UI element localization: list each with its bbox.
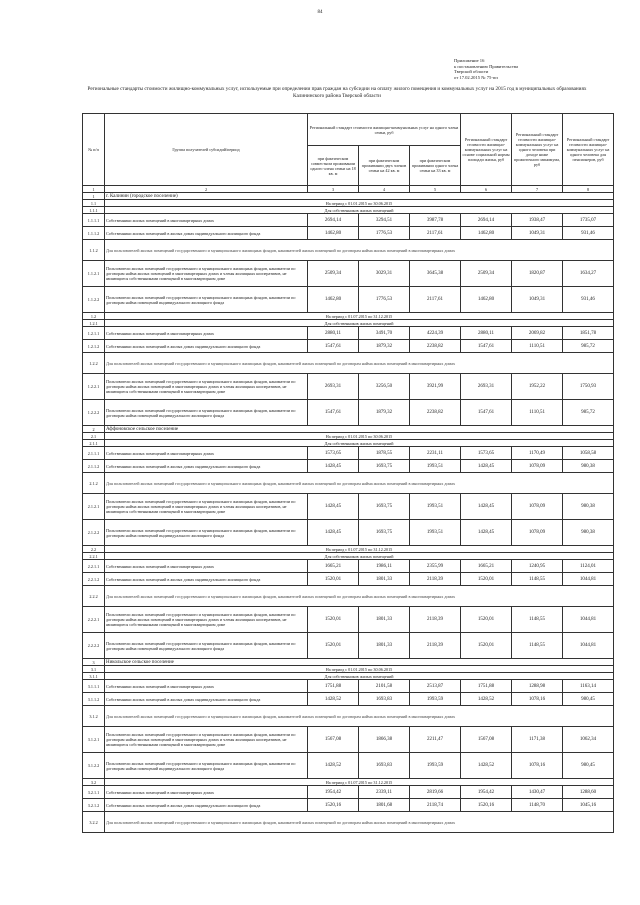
- standard-value: 2880,11: [308, 327, 359, 340]
- standard-value: 1520,16: [308, 799, 359, 812]
- recipient-group: Собственники жилых помещений в многоквартирных домах: [105, 560, 308, 573]
- row-number: 1.2: [83, 313, 105, 320]
- standard-value: 2819,66: [410, 786, 461, 799]
- standard-value: 2694,14: [308, 214, 359, 227]
- table-row: [83, 693, 614, 706]
- table-row: [83, 753, 614, 779]
- recipient-group: Собственники жилых помещений в жилых домах индивидуального жилищного фонда: [105, 693, 308, 706]
- row-number: 2.1.1.2: [83, 460, 105, 473]
- standard-value: 931,46: [563, 227, 614, 240]
- standard-value: 2694,14: [461, 214, 512, 227]
- standard-value: 1938,47: [512, 214, 563, 227]
- standard-value: 1776,53: [359, 227, 410, 240]
- table-period-row: [83, 553, 614, 560]
- header-col6: Региональный стандарт стоимости жилищно-коммунальных услуг на основе социальной нормы площади жилья, руб: [461, 114, 512, 186]
- standard-value: 1058,58: [563, 447, 614, 460]
- page-number: 84: [317, 10, 323, 15]
- table-row: [83, 607, 614, 633]
- standard-value: 3491,70: [359, 327, 410, 340]
- appendix-line: Тверской области: [454, 69, 489, 75]
- standard-value: 2693,31: [308, 374, 359, 400]
- standard-value: 1801,33: [359, 573, 410, 586]
- standard-value: 1171,38: [512, 727, 563, 753]
- group-note: Для пользователей жилых помещений государственного и муниципального жилищных фондов, нанимателей жилых помещений по договорам найма жилых помещений в многоквартирных домах: [105, 706, 614, 727]
- standard-value: 1049,31: [512, 227, 563, 240]
- table-row: [83, 287, 614, 313]
- standard-value: 2880,11: [461, 327, 512, 340]
- row-number: 1.2.1.1: [83, 327, 105, 340]
- standard-value: 1428,52: [308, 753, 359, 779]
- recipient-group: Пользователи жилых помещений государственного и муниципального жилищных фондов, наниматели по договорам найма помещений индивидуального жилищного фонда: [105, 287, 308, 313]
- table-note-row: [83, 706, 614, 727]
- standard-value: 2118,74: [410, 799, 461, 812]
- table-section-row: [83, 193, 614, 200]
- row-number: 3: [83, 659, 105, 666]
- standard-value: 1866,38: [359, 727, 410, 753]
- row-number: 2.2.2.2: [83, 633, 105, 659]
- standard-value: 1462,80: [308, 227, 359, 240]
- table-row: [83, 520, 614, 546]
- standard-value: 1547,61: [308, 340, 359, 353]
- group-note: Для пользователей жилых помещений государственного и муниципального жилищных фондов, нанимателей жилых помещений по договорам найма жилых помещений в многоквартирных домах: [105, 812, 614, 833]
- standard-value: 2118,39: [410, 573, 461, 586]
- standard-value: 1954,42: [308, 786, 359, 799]
- row-number: 2.1.2: [83, 473, 105, 494]
- row-number: 2.2.2.1: [83, 607, 105, 633]
- table-section-row: [83, 659, 614, 666]
- table-row: [83, 680, 614, 693]
- standard-value: 931,46: [563, 287, 614, 313]
- standard-value: 1520,01: [461, 573, 512, 586]
- header-group: Группа получателей субсидий/период: [105, 114, 308, 186]
- standard-value: 1288,60: [563, 786, 614, 799]
- standard-value: 1693,83: [359, 693, 410, 706]
- appendix-line: к постановлению Правительства: [454, 63, 518, 69]
- standard-value: 1520,01: [461, 607, 512, 633]
- standard-value: 1520,01: [308, 633, 359, 659]
- standard-value: 1801,33: [359, 633, 410, 659]
- standard-value: 3029,31: [359, 261, 410, 287]
- row-number: 3.1.1.2: [83, 693, 105, 706]
- table-row: [83, 214, 614, 227]
- table-row: [83, 460, 614, 473]
- row-number: 1.1.2: [83, 240, 105, 261]
- recipient-group: Пользователи жилых помещений государственного и муниципального жилищных фондов, наниматели по договорам найма помещений индивидуального жилищного фонда: [105, 753, 308, 779]
- table-note-row: [83, 586, 614, 607]
- table-row: [83, 327, 614, 340]
- table-period-row: [83, 200, 614, 207]
- table-row: [83, 400, 614, 426]
- standard-value: 1428,52: [308, 693, 359, 706]
- table-note-row: [83, 812, 614, 833]
- row-number: 2: [83, 426, 105, 433]
- row-number: 1.2.1.2: [83, 340, 105, 353]
- standard-value: 1573,65: [461, 447, 512, 460]
- table-period-row: [83, 320, 614, 327]
- standard-value: 3645,38: [410, 261, 461, 287]
- standard-value: 1148,70: [512, 799, 563, 812]
- standard-value: 1573,65: [308, 447, 359, 460]
- table-row: [83, 227, 614, 240]
- table-row: [83, 573, 614, 586]
- standard-value: 1428,45: [461, 460, 512, 473]
- row-number: 2.2.1.1: [83, 560, 105, 573]
- standard-value: 1428,52: [461, 753, 512, 779]
- period-label: На период с 01.01.2015 по 30.06.2015: [105, 433, 614, 440]
- standard-value: 1751,88: [308, 680, 359, 693]
- table-period-row: [83, 440, 614, 447]
- row-number: 1.2.1: [83, 320, 105, 327]
- table-period-row: [83, 779, 614, 786]
- row-number: 3.1.2.1: [83, 727, 105, 753]
- standard-value: 1148,55: [512, 633, 563, 659]
- standard-value: 1428,45: [308, 520, 359, 546]
- standard-value: 1567,08: [308, 727, 359, 753]
- table-note-row: [83, 240, 614, 261]
- standard-value: 1693,75: [359, 460, 410, 473]
- row-number: 2.1.1: [83, 440, 105, 447]
- row-number: 2.1.2.2: [83, 520, 105, 546]
- standard-value: 1547,61: [461, 400, 512, 426]
- standard-value: 1520,01: [308, 607, 359, 633]
- standard-value: 1044,81: [563, 573, 614, 586]
- standard-value: 1993,51: [410, 520, 461, 546]
- standard-value: 1148,55: [512, 573, 563, 586]
- recipient-group: Пользователи жилых помещений государственного и муниципального жилищных фондов, наниматели по договорам найма жилых помещений в многоквартирных домах и члены жилищных кооперативов, не являющиеся собственниками помещений в многоквартирном доме: [105, 607, 308, 633]
- standard-value: 1078,16: [512, 693, 563, 706]
- recipient-group: Собственники жилых помещений в многоквартирных домах: [105, 680, 308, 693]
- recipient-group: Пользователи жилых помещений государственного и муниципального жилищных фондов, наниматели по договорам найма жилых помещений в многоквартирных домах и члены жилищных кооперативов, не являющиеся собственниками помещений в многоквартирном доме: [105, 261, 308, 287]
- table-section-row: [83, 426, 614, 433]
- section-title: Аффоновское сельское поселение: [105, 426, 614, 433]
- period-label: Для собственников жилых помещений: [105, 207, 614, 214]
- group-note: Для пользователей жилых помещений государственного и муниципального жилищных фондов, нанимателей жилых помещений по договорам найма жилых помещений в многоквартирных домах: [105, 353, 614, 374]
- table-period-row: [83, 433, 614, 440]
- row-number: 1.1.1.1: [83, 214, 105, 227]
- standard-value: 2117,61: [410, 287, 461, 313]
- section-title: Никольское сельское поселение: [105, 659, 614, 666]
- standard-value: 1462,80: [461, 227, 512, 240]
- header-sub1: при фактическом совместном проживании одного члена семьи на 18 кв. м: [308, 146, 359, 186]
- standard-value: 1879,32: [359, 400, 410, 426]
- standard-value: 980,38: [563, 520, 614, 546]
- recipient-group: Собственники жилых помещений в многоквартирных домах: [105, 786, 308, 799]
- standard-value: 980,45: [563, 693, 614, 706]
- section-title: г. Калинин (городское поселение): [105, 193, 614, 200]
- recipient-group: Собственники жилых помещений в многоквартирных домах: [105, 447, 308, 460]
- row-number: 1.2.2.2: [83, 400, 105, 426]
- row-number: 2.2.2: [83, 586, 105, 607]
- standard-value: 1520,01: [461, 633, 512, 659]
- standard-value: 1428,45: [308, 494, 359, 520]
- standard-value: 1078,09: [512, 460, 563, 473]
- row-number: 1.1: [83, 200, 105, 207]
- table-row: [83, 261, 614, 287]
- column-number: 8: [563, 186, 614, 193]
- row-number: 3.2: [83, 779, 105, 786]
- standard-value: 3921,99: [410, 374, 461, 400]
- standard-value: 2238,82: [410, 340, 461, 353]
- standard-value: 2513,87: [410, 680, 461, 693]
- standard-value: 1954,42: [461, 786, 512, 799]
- column-number: 4: [359, 186, 410, 193]
- period-label: Для собственников жилых помещений: [105, 320, 614, 327]
- standard-value: 1462,80: [461, 287, 512, 313]
- standard-value: 1110,51: [512, 340, 563, 353]
- standard-value: 1547,61: [461, 340, 512, 353]
- standard-value: 1665,21: [461, 560, 512, 573]
- table-row: [83, 340, 614, 353]
- standard-value: 1952,22: [512, 374, 563, 400]
- standard-value: 1993,59: [410, 693, 461, 706]
- row-number: 3.1.2: [83, 706, 105, 727]
- standard-value: 980,45: [563, 753, 614, 779]
- standard-value: 4224,39: [410, 327, 461, 340]
- standard-value: 1044,81: [563, 633, 614, 659]
- row-number: 1.1.2.1: [83, 261, 105, 287]
- standard-value: 1693,75: [359, 494, 410, 520]
- period-label: На период с 01.01.2015 по 30.06.2015: [105, 200, 614, 207]
- standard-value: 1078,16: [512, 753, 563, 779]
- row-number: 2.2.1.2: [83, 573, 105, 586]
- row-number: 3.1: [83, 666, 105, 673]
- recipient-group: Собственники жилых помещений в жилых домах индивидуального жилищного фонда: [105, 460, 308, 473]
- standard-value: 1428,45: [461, 520, 512, 546]
- standard-value: 1567,08: [461, 727, 512, 753]
- header-sub2: при фактическом проживании двух членов семьи на 42 кв. м: [359, 146, 410, 186]
- recipient-group: Собственники жилых помещений в многоквартирных домах: [105, 214, 308, 227]
- recipient-group: Собственники жилых помещений в жилых домах индивидуального жилищного фонда: [105, 573, 308, 586]
- standard-value: 1078,09: [512, 520, 563, 546]
- standard-value: 3987,78: [410, 214, 461, 227]
- table-row: [83, 786, 614, 799]
- recipient-group: Пользователи жилых помещений государственного и муниципального жилищных фондов, наниматели по договорам найма жилых помещений в многоквартирных домах и члены жилищных кооперативов, не являющиеся собственниками помещений в многоквартирном доме: [105, 727, 308, 753]
- header-housing-group: Региональный стандарт стоимости жилищно-коммунальных услуг на одного члена семьи, руб: [308, 114, 461, 146]
- row-number: 3.2.1.2: [83, 799, 105, 812]
- standard-value: 2069,82: [512, 327, 563, 340]
- standard-value: 1428,52: [461, 693, 512, 706]
- standard-value: 2509,34: [308, 261, 359, 287]
- standard-value: 1693,75: [359, 520, 410, 546]
- row-number: 2.2: [83, 546, 105, 553]
- standard-value: 3294,51: [359, 214, 410, 227]
- row-number: 1: [83, 193, 105, 200]
- standard-value: 1693,83: [359, 753, 410, 779]
- standard-value: 985,72: [563, 400, 614, 426]
- standard-value: 2693,31: [461, 374, 512, 400]
- row-number: 3.1.1.1: [83, 680, 105, 693]
- row-number: 3.2.1.1: [83, 786, 105, 799]
- row-number: 3.1.1: [83, 673, 105, 680]
- standard-value: 1520,16: [461, 799, 512, 812]
- recipient-group: Пользователи жилых помещений государственного и муниципального жилищных фондов, наниматели по договорам найма помещений индивидуального жилищного фонда: [105, 520, 308, 546]
- standard-value: 1049,31: [512, 287, 563, 313]
- period-label: На период с 01.01.2015 по 30.06.2015: [105, 666, 614, 673]
- standard-value: 1993,51: [410, 460, 461, 473]
- standard-value: 1820,87: [512, 261, 563, 287]
- recipient-group: Собственники жилых помещений в многоквартирных домах: [105, 327, 308, 340]
- row-number: 1.1.1.2: [83, 227, 105, 240]
- table-body: [83, 193, 614, 833]
- table-period-row: [83, 673, 614, 680]
- group-note: Для пользователей жилых помещений государственного и муниципального жилищных фондов, нанимателей жилых помещений по договорам найма жилых помещений в многоквартирных домах: [105, 586, 614, 607]
- row-number: 3.1.2.2: [83, 753, 105, 779]
- group-note: Для пользователей жилых помещений государственного и муниципального жилищных фондов, нанимателей жилых помещений по договорам найма жилых помещений в многоквартирных домах: [105, 240, 614, 261]
- row-number: 3.2.2: [83, 812, 105, 833]
- appendix-line: Приложение 16: [454, 58, 485, 63]
- recipient-group: Собственники жилых помещений в жилых домах индивидуального жилищного фонда: [105, 799, 308, 812]
- standard-value: 2118,39: [410, 633, 461, 659]
- recipient-group: Собственники жилых помещений в жилых домах индивидуального жилищного фонда: [105, 340, 308, 353]
- standard-value: 1751,88: [461, 680, 512, 693]
- row-number: 2.1: [83, 433, 105, 440]
- period-label: Для собственников жилых помещений: [105, 673, 614, 680]
- standard-value: 2117,61: [410, 227, 461, 240]
- standard-value: 1462,80: [308, 287, 359, 313]
- column-number: 5: [410, 186, 461, 193]
- standard-value: 1163,14: [563, 680, 614, 693]
- standard-value: 1801,33: [359, 607, 410, 633]
- group-note: Для пользователей жилых помещений государственного и муниципального жилищных фондов, нанимателей жилых помещений по договорам найма жилых помещений в многоквартирных домах: [105, 473, 614, 494]
- column-number: 1: [83, 186, 105, 193]
- column-number: 7: [512, 186, 563, 193]
- table-row: [83, 633, 614, 659]
- standard-value: 2231,11: [410, 447, 461, 460]
- table-row: [83, 799, 614, 812]
- table-row: [83, 494, 614, 520]
- standard-value: 3256,50: [359, 374, 410, 400]
- standard-value: 2211,47: [410, 727, 461, 753]
- row-number: 1.1.1: [83, 207, 105, 214]
- row-number: 2.1.1.1: [83, 447, 105, 460]
- standard-value: 1750,93: [563, 374, 614, 400]
- table-period-row: [83, 666, 614, 673]
- table-row: [83, 447, 614, 460]
- standard-value: 2339,11: [359, 786, 410, 799]
- header-col7: Региональный стандарт стоимости жилищно-коммунальных услуг на одного человека при доходе ниже прожиточного минимума, руб: [512, 114, 563, 186]
- row-number: 1.1.2.2: [83, 287, 105, 313]
- recipient-group: Пользователи жилых помещений государственного и муниципального жилищных фондов, наниматели по договорам найма жилых помещений в многоквартирных домах и члены жилищных кооперативов, не являющиеся собственниками помещений в многоквартирном доме: [105, 374, 308, 400]
- recipient-group: Пользователи жилых помещений государственного и муниципального жилищных фондов, наниматели по договорам найма помещений индивидуального жилищного фонда: [105, 400, 308, 426]
- standard-value: 2238,82: [410, 400, 461, 426]
- document-title: Региональные стандарты стоимости жилищно-коммунальных услуг, используемые при определении прав граждан на субсидии на оплату жилого помещения и коммунальных услуг на 2015 год в муниципальных образованиях Калининского района Тверской области: [87, 86, 587, 99]
- standard-value: 1986,11: [359, 560, 410, 573]
- standard-value: 1520,01: [308, 573, 359, 586]
- period-label: Для собственников жилых помещений: [105, 553, 614, 560]
- row-number: 2.2.1: [83, 553, 105, 560]
- standard-value: 1062,34: [563, 727, 614, 753]
- table-period-row: [83, 313, 614, 320]
- appendix-block: [454, 58, 624, 80]
- standard-value: 2118,39: [410, 607, 461, 633]
- column-number: 6: [461, 186, 512, 193]
- standard-value: 980,38: [563, 494, 614, 520]
- standards-table: [82, 113, 614, 833]
- header-num: № п/п: [83, 114, 105, 186]
- standard-value: 2509,34: [461, 261, 512, 287]
- table-period-row: [83, 546, 614, 553]
- table-row: [83, 560, 614, 573]
- standard-value: 1851,78: [563, 327, 614, 340]
- table-period-row: [83, 207, 614, 214]
- standard-value: 1044,81: [563, 607, 614, 633]
- recipient-group: Собственники жилых помещений в жилых домах индивидуального жилищного фонда: [105, 227, 308, 240]
- standard-value: 1430,47: [512, 786, 563, 799]
- table-row: [83, 374, 614, 400]
- standard-value: 2101,58: [359, 680, 410, 693]
- standard-value: 985,72: [563, 340, 614, 353]
- column-number: 3: [308, 186, 359, 193]
- standard-value: 980,38: [563, 460, 614, 473]
- standard-value: 1170,49: [512, 447, 563, 460]
- row-number: 2.1.2.1: [83, 494, 105, 520]
- header-sub3: при фактическом проживании одного члена семьи на 33 кв. м: [410, 146, 461, 186]
- standard-value: 1045,16: [563, 799, 614, 812]
- standard-value: 1801,68: [359, 799, 410, 812]
- standard-value: 1124,01: [563, 560, 614, 573]
- period-label: Для собственников жилых помещений: [105, 440, 614, 447]
- row-number: 1.2.2.1: [83, 374, 105, 400]
- recipient-group: Пользователи жилых помещений государственного и муниципального жилищных фондов, наниматели по договорам найма жилых помещений в многоквартирных домах и члены жилищных кооперативов, не являющиеся собственниками помещений в многоквартирном доме: [105, 494, 308, 520]
- table-note-row: [83, 353, 614, 374]
- standard-value: 1776,53: [359, 287, 410, 313]
- standard-value: 1288,98: [512, 680, 563, 693]
- standard-value: 1993,51: [410, 494, 461, 520]
- recipient-group: Пользователи жилых помещений государственного и муниципального жилищных фондов, наниматели по договорам найма помещений индивидуального жилищного фонда: [105, 633, 308, 659]
- standard-value: 1110,51: [512, 400, 563, 426]
- column-number: 2: [105, 186, 308, 193]
- standard-value: 1879,32: [359, 340, 410, 353]
- standard-value: 1993,59: [410, 753, 461, 779]
- standard-value: 1078,09: [512, 494, 563, 520]
- standard-value: 1735,07: [563, 214, 614, 227]
- standard-value: 1428,45: [308, 460, 359, 473]
- standard-value: 1547,61: [308, 400, 359, 426]
- standard-value: 1665,21: [308, 560, 359, 573]
- period-label: На период с 01.07.2015 по 31.12.2015: [105, 779, 614, 786]
- row-number: 1.2.2: [83, 353, 105, 374]
- table-header: [83, 114, 614, 193]
- header-col8: Региональный стандарт стоимости жилищно-коммунальных услуг на одного человека для пенсионеров, руб: [563, 114, 614, 186]
- standard-value: 1634,27: [563, 261, 614, 287]
- period-label: На период с 01.07.2015 по 31.12.2015: [105, 546, 614, 553]
- standard-value: 1428,45: [461, 494, 512, 520]
- standard-value: 1240,95: [512, 560, 563, 573]
- table-row: [83, 727, 614, 753]
- standard-value: 1878,55: [359, 447, 410, 460]
- appendix-line: от 17.02.2015 № 75-пп: [454, 74, 498, 80]
- standard-value: 1148,55: [512, 607, 563, 633]
- table-note-row: [83, 473, 614, 494]
- standard-value: 2355,99: [410, 560, 461, 573]
- period-label: На период с 01.07.2015 по 31.12.2015: [105, 313, 614, 320]
